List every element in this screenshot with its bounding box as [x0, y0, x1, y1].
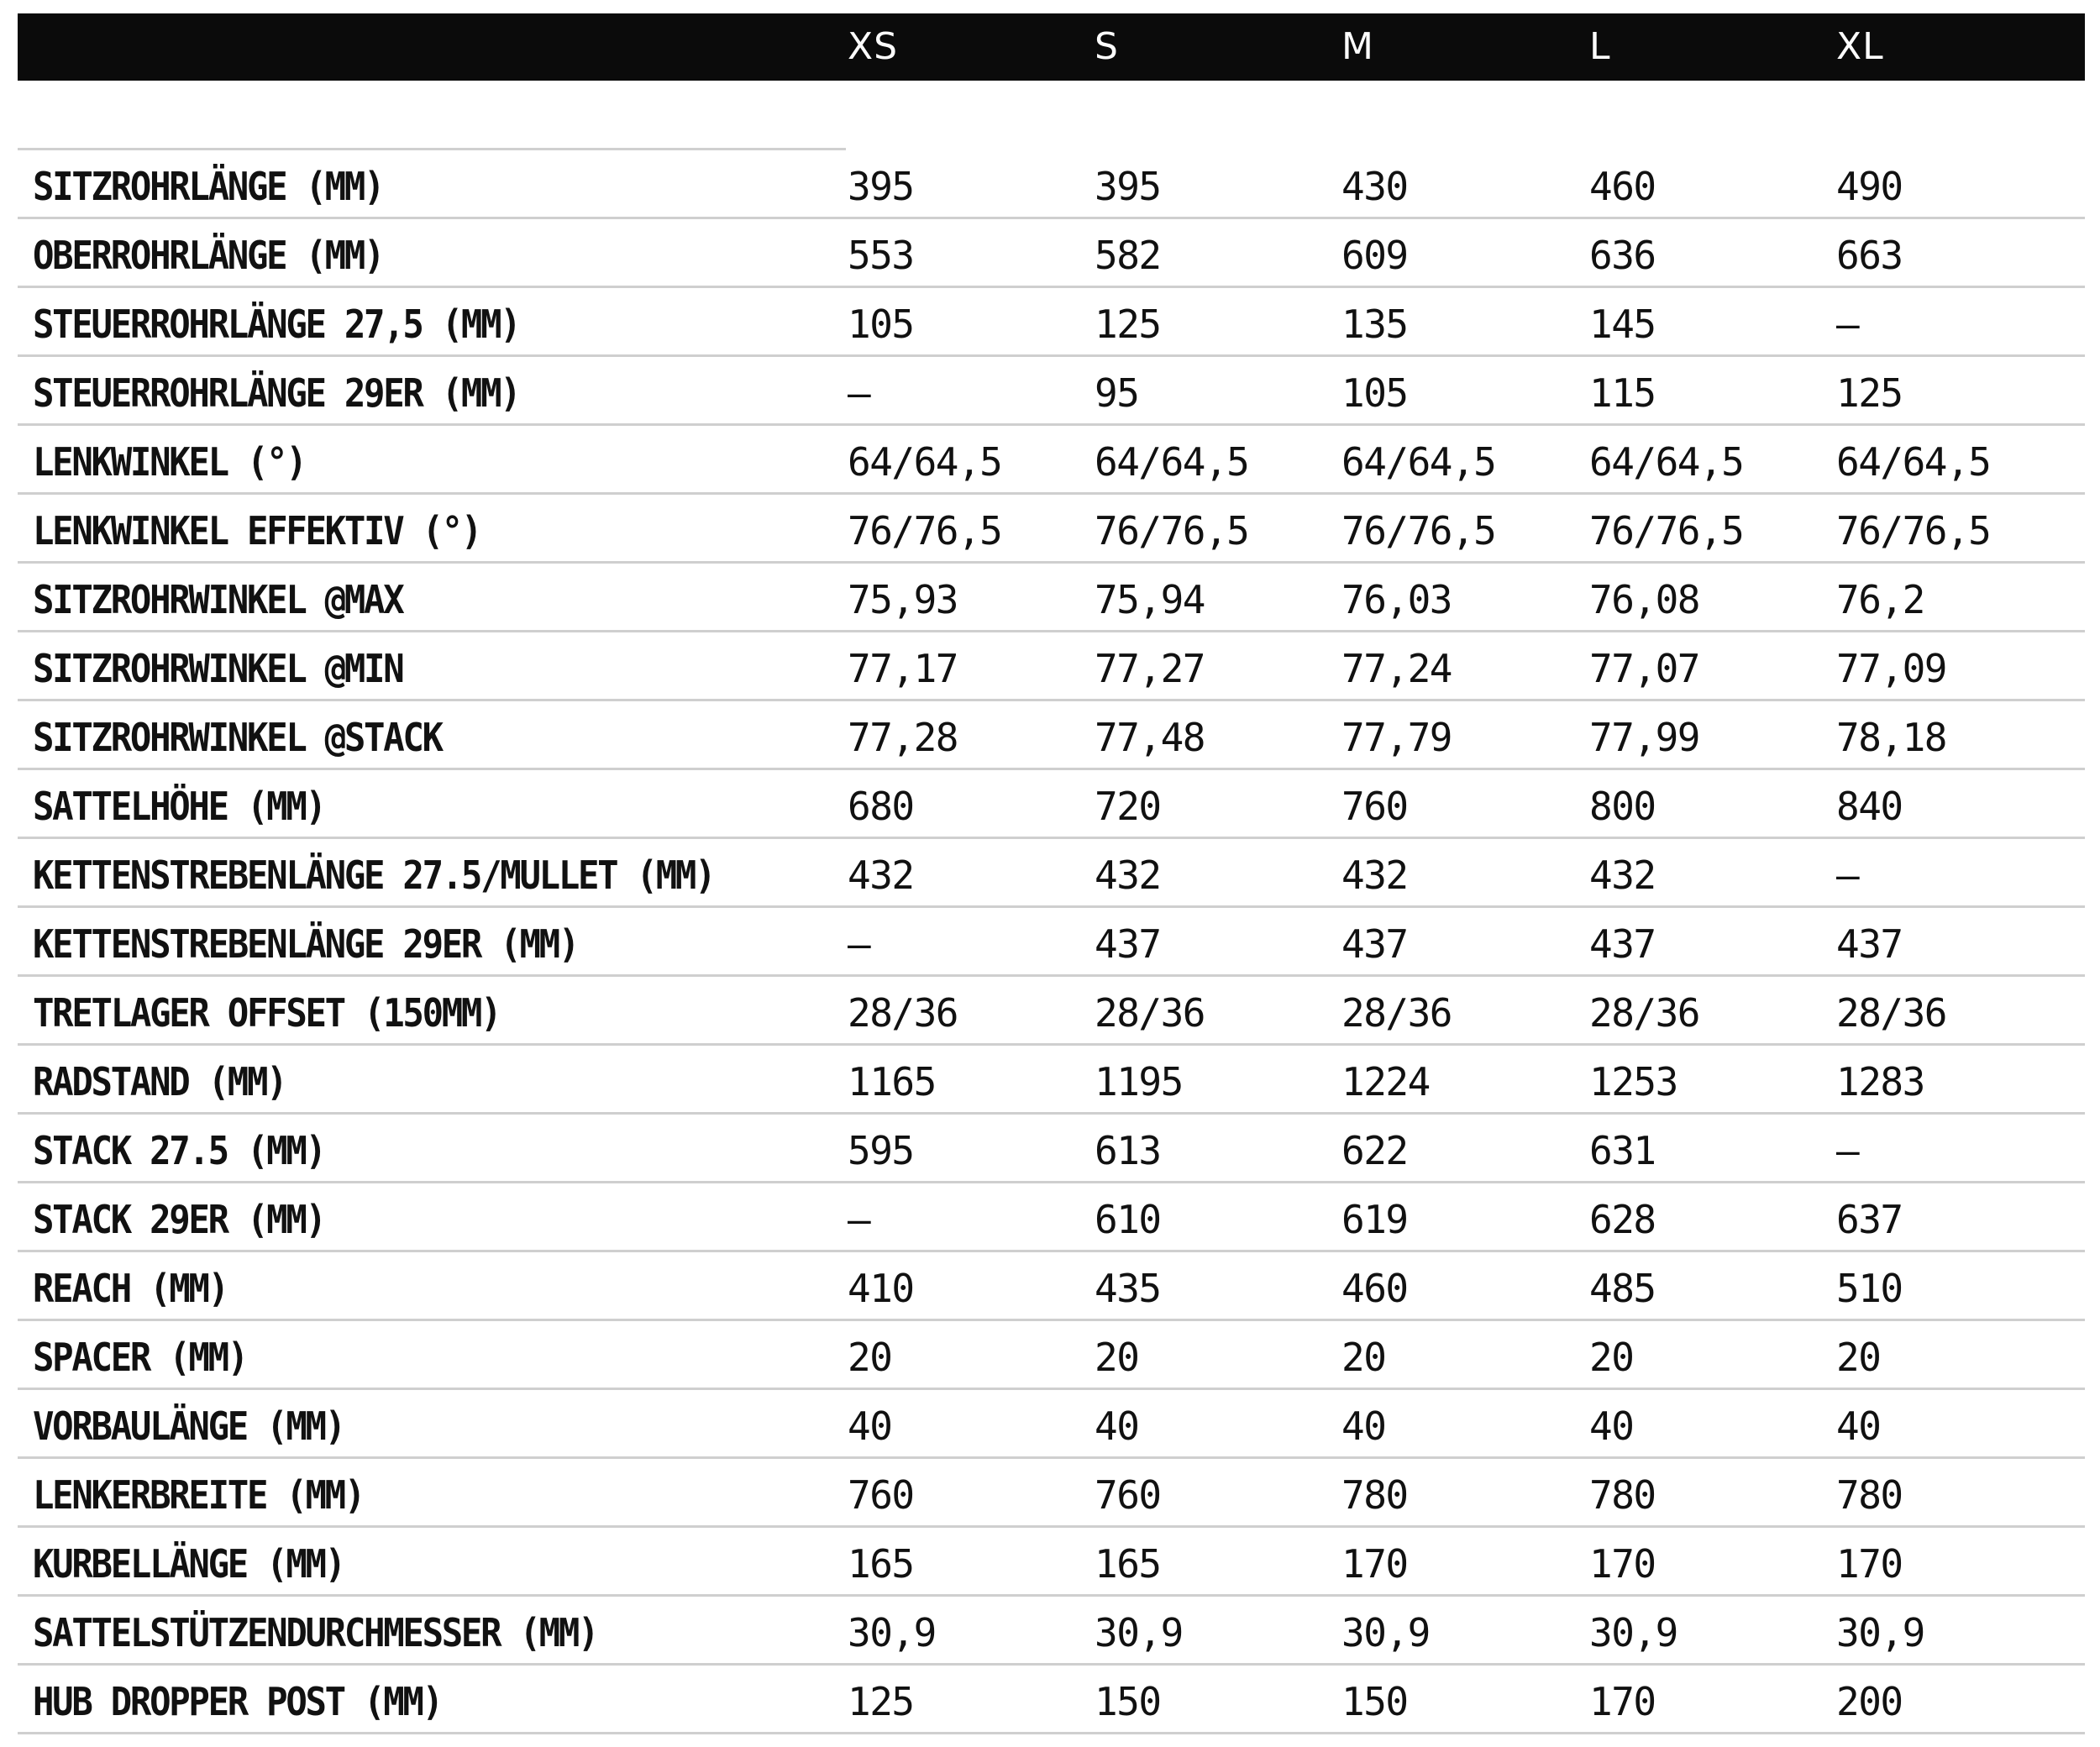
cell-xl: 490: [1836, 164, 1903, 209]
cell-l: 780: [1589, 1472, 1656, 1518]
table-row: [18, 839, 2085, 908]
cell-l: 636: [1589, 233, 1656, 278]
row-label: SITZROHRLÄNGE (MM): [33, 164, 384, 209]
row-label: TRETLAGER OFFSET (150MM): [33, 990, 501, 1036]
cell-xs: 553: [848, 233, 914, 278]
row-label: LENKERBREITE (MM): [33, 1472, 365, 1518]
cell-s: 77,48: [1095, 715, 1205, 760]
cell-xl: 840: [1836, 784, 1903, 829]
cell-xs: 165: [848, 1541, 914, 1587]
cell-xl: 77,09: [1836, 646, 1946, 691]
cell-m: 105: [1341, 370, 1408, 416]
table-row: [18, 288, 2085, 357]
cell-xl: –: [1836, 1128, 1859, 1173]
cell-s: 76/76,5: [1095, 508, 1249, 553]
cell-s: 125: [1095, 302, 1161, 347]
table-row: [18, 770, 2085, 839]
cell-xl: 663: [1836, 233, 1903, 278]
row-label: STACK 27.5 (MM): [33, 1128, 325, 1173]
cell-l: 40: [1589, 1403, 1634, 1449]
cell-m: 609: [1341, 233, 1408, 278]
cell-l: 170: [1589, 1541, 1656, 1587]
cell-m: 437: [1341, 921, 1408, 967]
row-label: SITZROHRWINKEL @STACK: [33, 715, 442, 760]
cell-s: 64/64,5: [1095, 439, 1249, 485]
row-label: STEUERROHRLÄNGE 29ER (MM): [33, 370, 520, 416]
column-header-xs: XS: [848, 25, 899, 68]
cell-xs: 76/76,5: [848, 508, 1002, 553]
row-label: SITZROHRWINKEL @MAX: [33, 577, 403, 622]
table-header: [18, 13, 2085, 81]
cell-xs: 28/36: [848, 990, 958, 1036]
cell-m: 760: [1341, 784, 1408, 829]
cell-l: 628: [1589, 1197, 1656, 1242]
row-label: LENKWINKEL EFFEKTIV (°): [33, 508, 481, 553]
row-label: SPACER (MM): [33, 1335, 247, 1380]
cell-l: 170: [1589, 1679, 1656, 1724]
table-row: [18, 977, 2085, 1046]
table-row: [18, 1666, 2085, 1734]
row-label: KURBELLÄNGE (MM): [33, 1541, 344, 1587]
cell-m: 76,03: [1341, 577, 1452, 622]
table-row: [18, 357, 2085, 426]
table-row: [18, 495, 2085, 564]
cell-s: 1195: [1095, 1059, 1183, 1104]
table-row: [18, 1115, 2085, 1183]
cell-s: 150: [1095, 1679, 1161, 1724]
cell-m: 432: [1341, 853, 1408, 898]
cell-xl: 125: [1836, 370, 1903, 416]
column-header-l: L: [1589, 25, 1611, 68]
row-label: STACK 29ER (MM): [33, 1197, 325, 1242]
table-row: [18, 1046, 2085, 1115]
cell-s: 40: [1095, 1403, 1139, 1449]
column-header-m: M: [1341, 25, 1374, 68]
cell-xl: 1283: [1836, 1059, 1924, 1104]
row-label: REACH (MM): [33, 1266, 228, 1311]
cell-m: 77,79: [1341, 715, 1452, 760]
table-row: [18, 1252, 2085, 1321]
cell-m: 30,9: [1341, 1610, 1430, 1655]
row-label: SITZROHRWINKEL @MIN: [33, 646, 403, 691]
cell-s: 610: [1095, 1197, 1161, 1242]
cell-l: 432: [1589, 853, 1656, 898]
cell-xl: 76/76,5: [1836, 508, 1991, 553]
row-label: SATTELHÖHE (MM): [33, 784, 325, 829]
cell-xl: 437: [1836, 921, 1903, 967]
cell-l: 460: [1589, 164, 1656, 209]
cell-l: 64/64,5: [1589, 439, 1744, 485]
cell-s: 720: [1095, 784, 1161, 829]
cell-m: 460: [1341, 1266, 1408, 1311]
table-row: [18, 632, 2085, 701]
cell-l: 485: [1589, 1266, 1656, 1311]
cell-l: 800: [1589, 784, 1656, 829]
cell-xl: –: [1836, 853, 1859, 898]
cell-xl: 510: [1836, 1266, 1903, 1311]
cell-xs: –: [848, 921, 870, 967]
cell-s: 613: [1095, 1128, 1161, 1173]
cell-m: 76/76,5: [1341, 508, 1496, 553]
cell-m: 28/36: [1341, 990, 1452, 1036]
cell-s: 165: [1095, 1541, 1161, 1587]
cell-xl: –: [1836, 302, 1859, 347]
table-body: [18, 150, 2085, 1734]
cell-s: 77,27: [1095, 646, 1205, 691]
cell-s: 437: [1095, 921, 1161, 967]
cell-l: 77,07: [1589, 646, 1699, 691]
table-row: [18, 908, 2085, 977]
table-row: [18, 150, 2085, 219]
cell-l: 77,99: [1589, 715, 1699, 760]
cell-xl: 64/64,5: [1836, 439, 1991, 485]
table-row: [18, 219, 2085, 288]
row-label: HUB DROPPER POST (MM): [33, 1679, 442, 1724]
cell-s: 582: [1095, 233, 1161, 278]
row-label: LENKWINKEL (°): [33, 439, 306, 485]
cell-m: 170: [1341, 1541, 1408, 1587]
table-row: [18, 1321, 2085, 1390]
cell-m: 622: [1341, 1128, 1408, 1173]
table-row: [18, 426, 2085, 495]
cell-xs: 77,28: [848, 715, 958, 760]
cell-xs: 760: [848, 1472, 914, 1518]
cell-l: 76/76,5: [1589, 508, 1744, 553]
cell-s: 28/36: [1095, 990, 1205, 1036]
cell-l: 20: [1589, 1335, 1634, 1380]
cell-l: 76,08: [1589, 577, 1699, 622]
cell-xs: 395: [848, 164, 914, 209]
cell-l: 115: [1589, 370, 1656, 416]
table-row: [18, 1528, 2085, 1597]
table-row: [18, 1183, 2085, 1252]
cell-xs: 410: [848, 1266, 914, 1311]
row-label: VORBAULÄNGE (MM): [33, 1403, 344, 1449]
cell-m: 77,24: [1341, 646, 1452, 691]
cell-xl: 30,9: [1836, 1610, 1924, 1655]
cell-xs: –: [848, 370, 870, 416]
row-label: SATTELSTÜTZENDURCHMESSER (MM): [33, 1610, 598, 1655]
table-row: [18, 1390, 2085, 1459]
table-row: [18, 1597, 2085, 1666]
cell-xs: 75,93: [848, 577, 958, 622]
cell-l: 1253: [1589, 1059, 1677, 1104]
cell-m: 430: [1341, 164, 1408, 209]
cell-xs: 595: [848, 1128, 914, 1173]
column-header-xl: XL: [1836, 25, 1884, 68]
cell-xl: 28/36: [1836, 990, 1946, 1036]
cell-xs: 105: [848, 302, 914, 347]
cell-xs: 64/64,5: [848, 439, 1002, 485]
column-header-s: S: [1095, 25, 1119, 68]
cell-m: 150: [1341, 1679, 1408, 1724]
cell-s: 432: [1095, 853, 1161, 898]
cell-xs: 680: [848, 784, 914, 829]
row-label: STEUERROHRLÄNGE 27,5 (MM): [33, 302, 520, 347]
row-label: KETTENSTREBENLÄNGE 29ER (MM): [33, 921, 579, 967]
row-label: RADSTAND (MM): [33, 1059, 286, 1104]
cell-s: 75,94: [1095, 577, 1205, 622]
cell-m: 64/64,5: [1341, 439, 1496, 485]
row-label: KETTENSTREBENLÄNGE 27.5/MULLET (MM): [33, 853, 715, 898]
cell-xs: 432: [848, 853, 914, 898]
cell-l: 145: [1589, 302, 1656, 347]
cell-l: 631: [1589, 1128, 1656, 1173]
cell-m: 619: [1341, 1197, 1408, 1242]
cell-xl: 637: [1836, 1197, 1903, 1242]
cell-l: 30,9: [1589, 1610, 1677, 1655]
cell-m: 40: [1341, 1403, 1386, 1449]
cell-m: 20: [1341, 1335, 1386, 1380]
cell-xs: 40: [848, 1403, 892, 1449]
cell-xs: –: [848, 1197, 870, 1242]
table-row: [18, 701, 2085, 770]
cell-s: 395: [1095, 164, 1161, 209]
cell-s: 760: [1095, 1472, 1161, 1518]
cell-xs: 77,17: [848, 646, 958, 691]
cell-xs: 1165: [848, 1059, 936, 1104]
cell-l: 28/36: [1589, 990, 1699, 1036]
cell-s: 20: [1095, 1335, 1139, 1380]
cell-s: 95: [1095, 370, 1139, 416]
cell-xs: 20: [848, 1335, 892, 1380]
cell-xs: 125: [848, 1679, 914, 1724]
table-row: [18, 1459, 2085, 1528]
cell-s: 30,9: [1095, 1610, 1183, 1655]
cell-s: 435: [1095, 1266, 1161, 1311]
cell-xl: 78,18: [1836, 715, 1946, 760]
cell-xs: 30,9: [848, 1610, 936, 1655]
cell-xl: 40: [1836, 1403, 1881, 1449]
cell-l: 437: [1589, 921, 1656, 967]
cell-m: 780: [1341, 1472, 1408, 1518]
cell-m: 135: [1341, 302, 1408, 347]
cell-xl: 780: [1836, 1472, 1903, 1518]
cell-xl: 200: [1836, 1679, 1903, 1724]
row-label: OBERROHRLÄNGE (MM): [33, 233, 384, 278]
cell-xl: 20: [1836, 1335, 1881, 1380]
table-row: [18, 564, 2085, 632]
cell-xl: 76,2: [1836, 577, 1924, 622]
cell-xl: 170: [1836, 1541, 1903, 1587]
cell-m: 1224: [1341, 1059, 1430, 1104]
